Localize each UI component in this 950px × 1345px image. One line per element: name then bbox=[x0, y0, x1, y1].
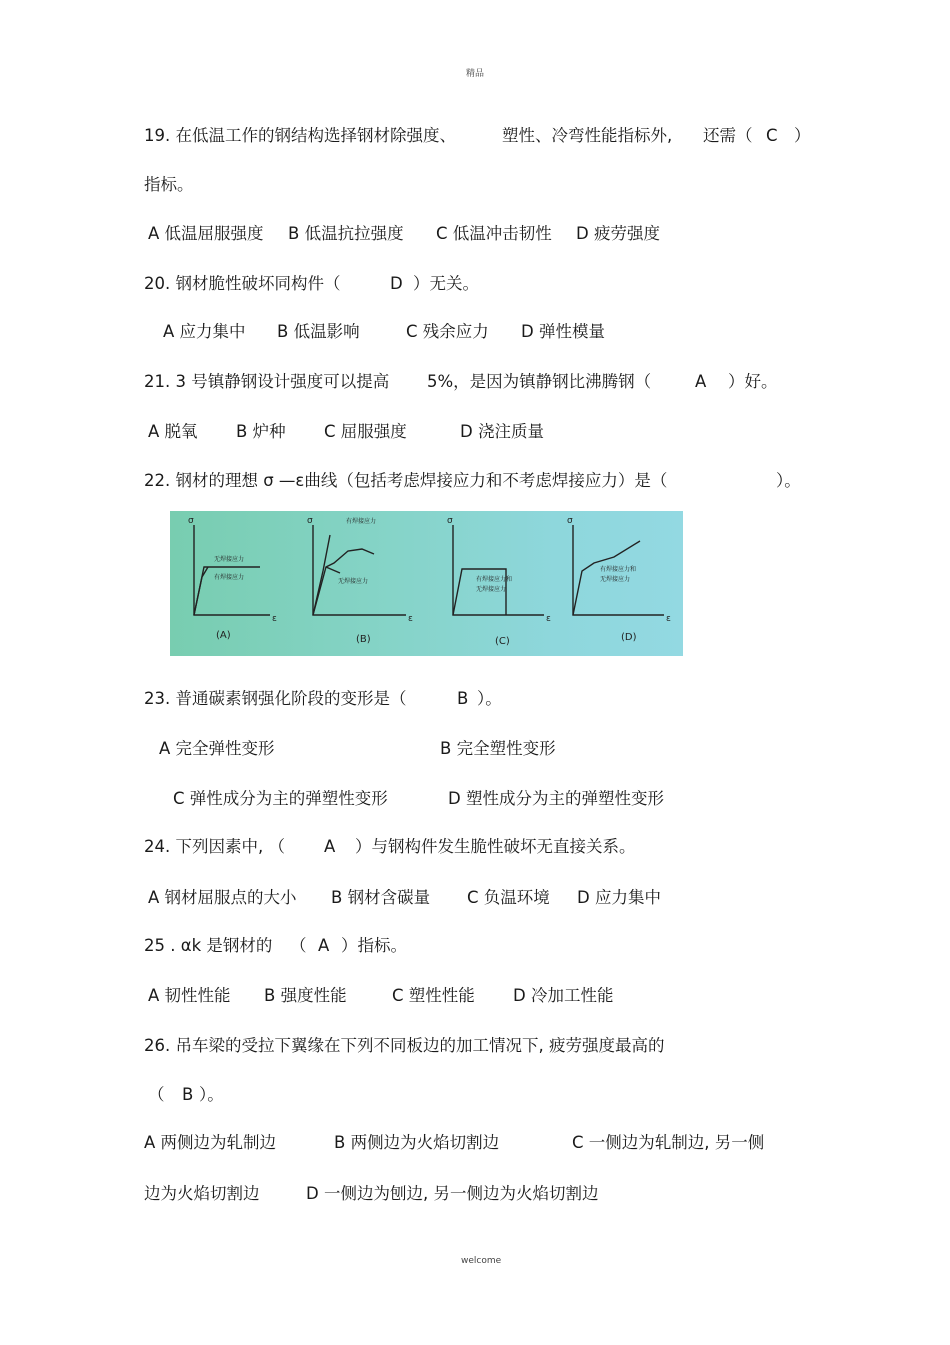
q19-text-c: 还需（ bbox=[703, 126, 753, 145]
page-footer: welcome bbox=[461, 1256, 502, 1266]
q19-text-b: 塑性、冷弯性能指标外, bbox=[502, 126, 673, 145]
q20-option-a: A 应力集中 bbox=[163, 322, 246, 341]
q25-option-b: B 强度性能 bbox=[264, 986, 347, 1005]
q19-option-d: D 疲劳强度 bbox=[576, 224, 660, 243]
q19-option-c: C 低温冲击韧性 bbox=[436, 224, 552, 243]
q24-answer: A bbox=[324, 837, 336, 856]
panel-d-label1: 有焊接应力和 bbox=[600, 566, 637, 573]
q21-option-c: C 屈服强度 bbox=[324, 422, 407, 441]
panel-d-x-axis: ε bbox=[666, 614, 671, 624]
panel-b-caption: (B) bbox=[356, 634, 371, 645]
q22-text-b: ）。 bbox=[776, 471, 801, 490]
panel-b-axes bbox=[313, 525, 406, 615]
q19-text-a: 19. 在低温工作的钢结构选择钢材除强度、 bbox=[144, 126, 456, 145]
q21-text-b: 5%，是因为镇静钢比沸腾钢（ bbox=[427, 372, 652, 391]
q19-close: ） bbox=[794, 126, 811, 145]
panel-a-y-axis: σ bbox=[188, 516, 194, 526]
q26-text-a: 26. 吊车梁的受拉下翼缘在下列不同板边的加工情况下, 疲劳强度最高的 bbox=[144, 1036, 665, 1055]
q25-text-c: ）指标。 bbox=[341, 936, 407, 955]
q26-option-a: A 两侧边为轧制边 bbox=[144, 1133, 277, 1152]
panel-a-curve-weld bbox=[194, 567, 208, 615]
q19-line2: 指标。 bbox=[144, 175, 194, 194]
panel-c-label2: 无焊接应力 bbox=[476, 586, 507, 593]
panel-c-x-axis: ε bbox=[546, 614, 551, 624]
q26-option-d: D 一侧边为刨边, 另一侧边为火焰切割边 bbox=[306, 1184, 599, 1203]
q24-option-c: C 负温环境 bbox=[467, 888, 550, 907]
q23-text-a: 23. 普通碳素钢强化阶段的变形是（ bbox=[144, 689, 407, 708]
q21-option-a: A 脱氧 bbox=[148, 422, 198, 441]
panel-b-yield bbox=[326, 567, 340, 573]
q23-option-a: A 完全弹性变形 bbox=[159, 739, 275, 758]
q23-option-b: B 完全塑性变形 bbox=[440, 739, 556, 758]
page-header: 精品 bbox=[466, 69, 485, 79]
question-19-line1 bbox=[144, 126, 456, 146]
q21-text-a: 21. 3 号镇静钢设计强度可以提高 bbox=[144, 372, 390, 391]
panel-d-y-axis: σ bbox=[567, 516, 573, 526]
q23-answer: B bbox=[457, 689, 469, 708]
q26-close: ）。 bbox=[199, 1085, 224, 1104]
q26-option-c: C 一侧边为轧制边, 另一侧 bbox=[572, 1133, 765, 1152]
q20-option-d: D 弹性模量 bbox=[521, 322, 605, 341]
q21-option-b: B 炉种 bbox=[236, 422, 286, 441]
q23-text-b: ）。 bbox=[477, 689, 502, 708]
panel-c-caption: (C) bbox=[495, 636, 510, 647]
panel-b-label1: 有焊接应力 bbox=[346, 518, 377, 525]
panel-a-label2: 有焊接应力 bbox=[214, 574, 245, 581]
q25-text-b: （ bbox=[290, 936, 307, 955]
q26-open: （ bbox=[148, 1085, 165, 1104]
q25-option-c: C 塑性性能 bbox=[392, 986, 475, 1005]
q19-option-b: B 低温抗拉强度 bbox=[288, 224, 404, 243]
q20-text-a: 20. 钢材脆性破坏同构件（ bbox=[144, 274, 341, 293]
panel-a-label1: 无焊接应力 bbox=[214, 556, 245, 563]
q26-answer: B bbox=[182, 1085, 194, 1104]
q19-option-a: A 低温屈服强度 bbox=[148, 224, 264, 243]
q24-option-d: D 应力集中 bbox=[577, 888, 661, 907]
q22-text-a: 22. 钢材的理想 σ —ε曲线（包括考虑焊接应力和不考虑焊接应力）是（ bbox=[144, 471, 668, 490]
q21-text-c: ）好。 bbox=[728, 372, 778, 391]
q25-option-d: D 冷加工性能 bbox=[513, 986, 614, 1005]
q24-text-b: ）与钢构件发生脆性破坏无直接关系。 bbox=[355, 837, 636, 856]
q25-answer: A bbox=[318, 936, 330, 955]
q24-text-a: 24. 下列因素中, （ bbox=[144, 837, 285, 856]
panel-b-y-axis: σ bbox=[307, 516, 313, 526]
q25-text-a: 25 . αk 是钢材的 bbox=[144, 936, 273, 955]
panel-c-label1: 有焊接应力和 bbox=[476, 576, 513, 583]
q23-option-d: D 塑性成分为主的弹塑性变形 bbox=[448, 789, 664, 808]
stress-strain-figure bbox=[170, 511, 683, 656]
q24-option-a: A 钢材屈服点的大小 bbox=[148, 888, 297, 907]
q26-option-b: B 两侧边为火焰切割边 bbox=[334, 1133, 500, 1152]
q20-option-c: C 残余应力 bbox=[406, 322, 489, 341]
q25-option-a: A 韧性性能 bbox=[148, 986, 231, 1005]
panel-b-x-axis: ε bbox=[408, 614, 413, 624]
q24-option-b: B 钢材含碳量 bbox=[331, 888, 431, 907]
q19-answer: C bbox=[766, 126, 778, 145]
panel-a-x-axis: ε bbox=[272, 614, 277, 624]
panel-d-label2: 无焊接应力 bbox=[600, 576, 631, 583]
panel-a-caption: (A) bbox=[216, 630, 231, 641]
q23-option-c: C 弹性成分为主的弹塑性变形 bbox=[173, 789, 388, 808]
panel-c-axes bbox=[453, 525, 544, 615]
q20-text-b: ）无关。 bbox=[413, 274, 479, 293]
panel-d-caption: (D) bbox=[621, 632, 637, 643]
q26-option-c-cont: 边为火焰切割边 bbox=[144, 1184, 260, 1203]
panel-c-y-axis: σ bbox=[447, 516, 453, 526]
q20-option-b: B 低温影响 bbox=[277, 322, 360, 341]
q20-answer: D bbox=[390, 274, 403, 293]
q21-option-d: D 浇注质量 bbox=[460, 422, 544, 441]
panel-b-label2: 无焊接应力 bbox=[338, 578, 369, 585]
q21-answer: A bbox=[695, 372, 707, 391]
